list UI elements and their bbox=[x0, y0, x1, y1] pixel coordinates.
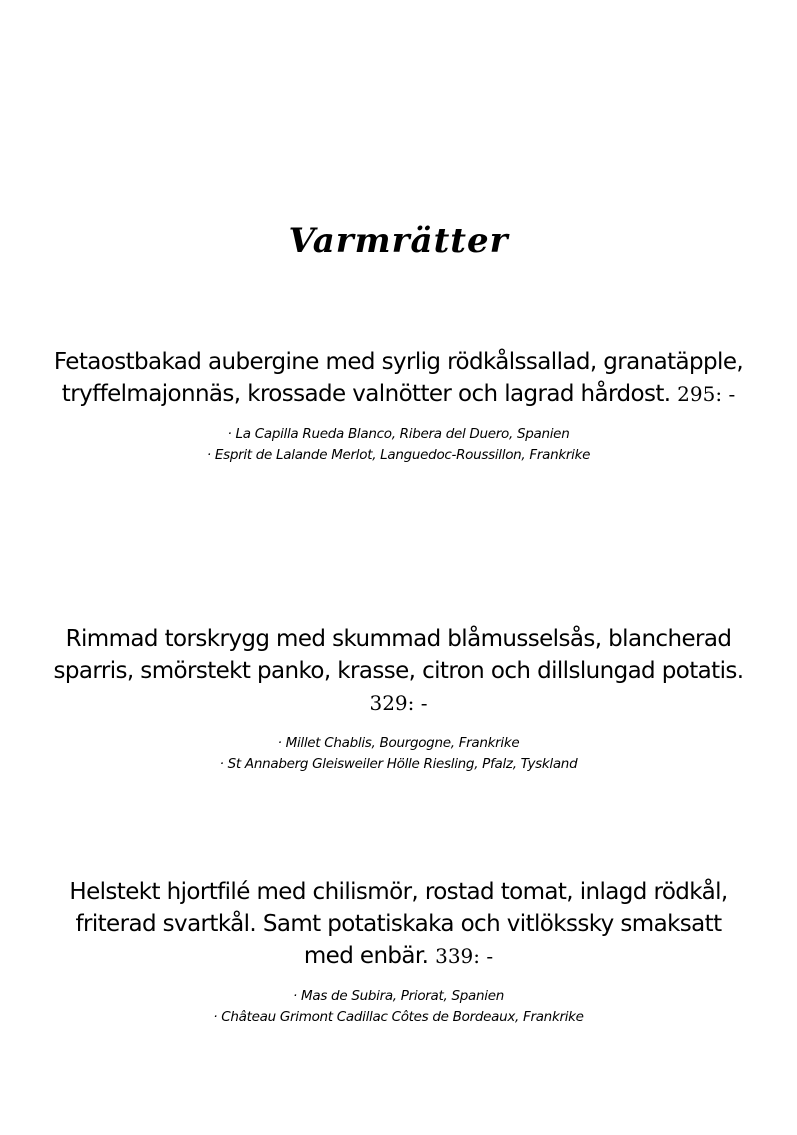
wine-pairing: · La Capilla Rueda Blanco, Ribera del Duero, Spanien bbox=[227, 426, 570, 442]
dish-item bbox=[50, 623, 747, 775]
dish-item bbox=[50, 876, 747, 1028]
wine-pairing: · Esprit de Lalande Merlot, Languedoc-Roussillon, Frankrike bbox=[206, 447, 591, 463]
dish-text: Helstekt hjortfilé med chilismör, rostad tomat, inlagd rödkål, friterad svartkål. Samt potatiskaka och vitlökssky smaksatt med enbär. bbox=[69, 879, 728, 969]
wine-pairing: · Mas de Subira, Priorat, Spanien bbox=[293, 988, 504, 1004]
wine-pairing: · St Annaberg Gleisweiler Hölle Riesling, Pfalz, Tyskland bbox=[219, 756, 578, 772]
dish-price: 339: - bbox=[435, 944, 494, 968]
wine-pairing-list bbox=[50, 424, 747, 466]
dish-description bbox=[50, 346, 747, 410]
wine-pairing-list bbox=[50, 986, 747, 1028]
dish-description bbox=[50, 623, 747, 719]
wine-pairing: · Millet Chablis, Bourgogne, Frankrike bbox=[277, 735, 520, 751]
dish-item bbox=[50, 346, 747, 466]
dish-text: Rimmad torskrygg med skummad blåmusselsås, blancherad sparris, smörstekt panko, krasse, citron och dillslungad potatis. bbox=[53, 626, 744, 684]
wine-pairing-list bbox=[50, 733, 747, 775]
dish-description bbox=[50, 876, 747, 972]
dish-price: 295: - bbox=[677, 382, 736, 406]
page-title: Varmrätter bbox=[288, 220, 509, 261]
wine-pairing: · Château Grimont Cadillac Côtes de Bordeaux, Frankrike bbox=[213, 1009, 584, 1025]
dish-text: Fetaostbakad aubergine med syrlig rödkålssallad, granatäpple, tryffelmajonnäs, krossade valnötter och lagrad hårdost. bbox=[53, 349, 744, 407]
dish-price: 329: - bbox=[369, 691, 428, 715]
